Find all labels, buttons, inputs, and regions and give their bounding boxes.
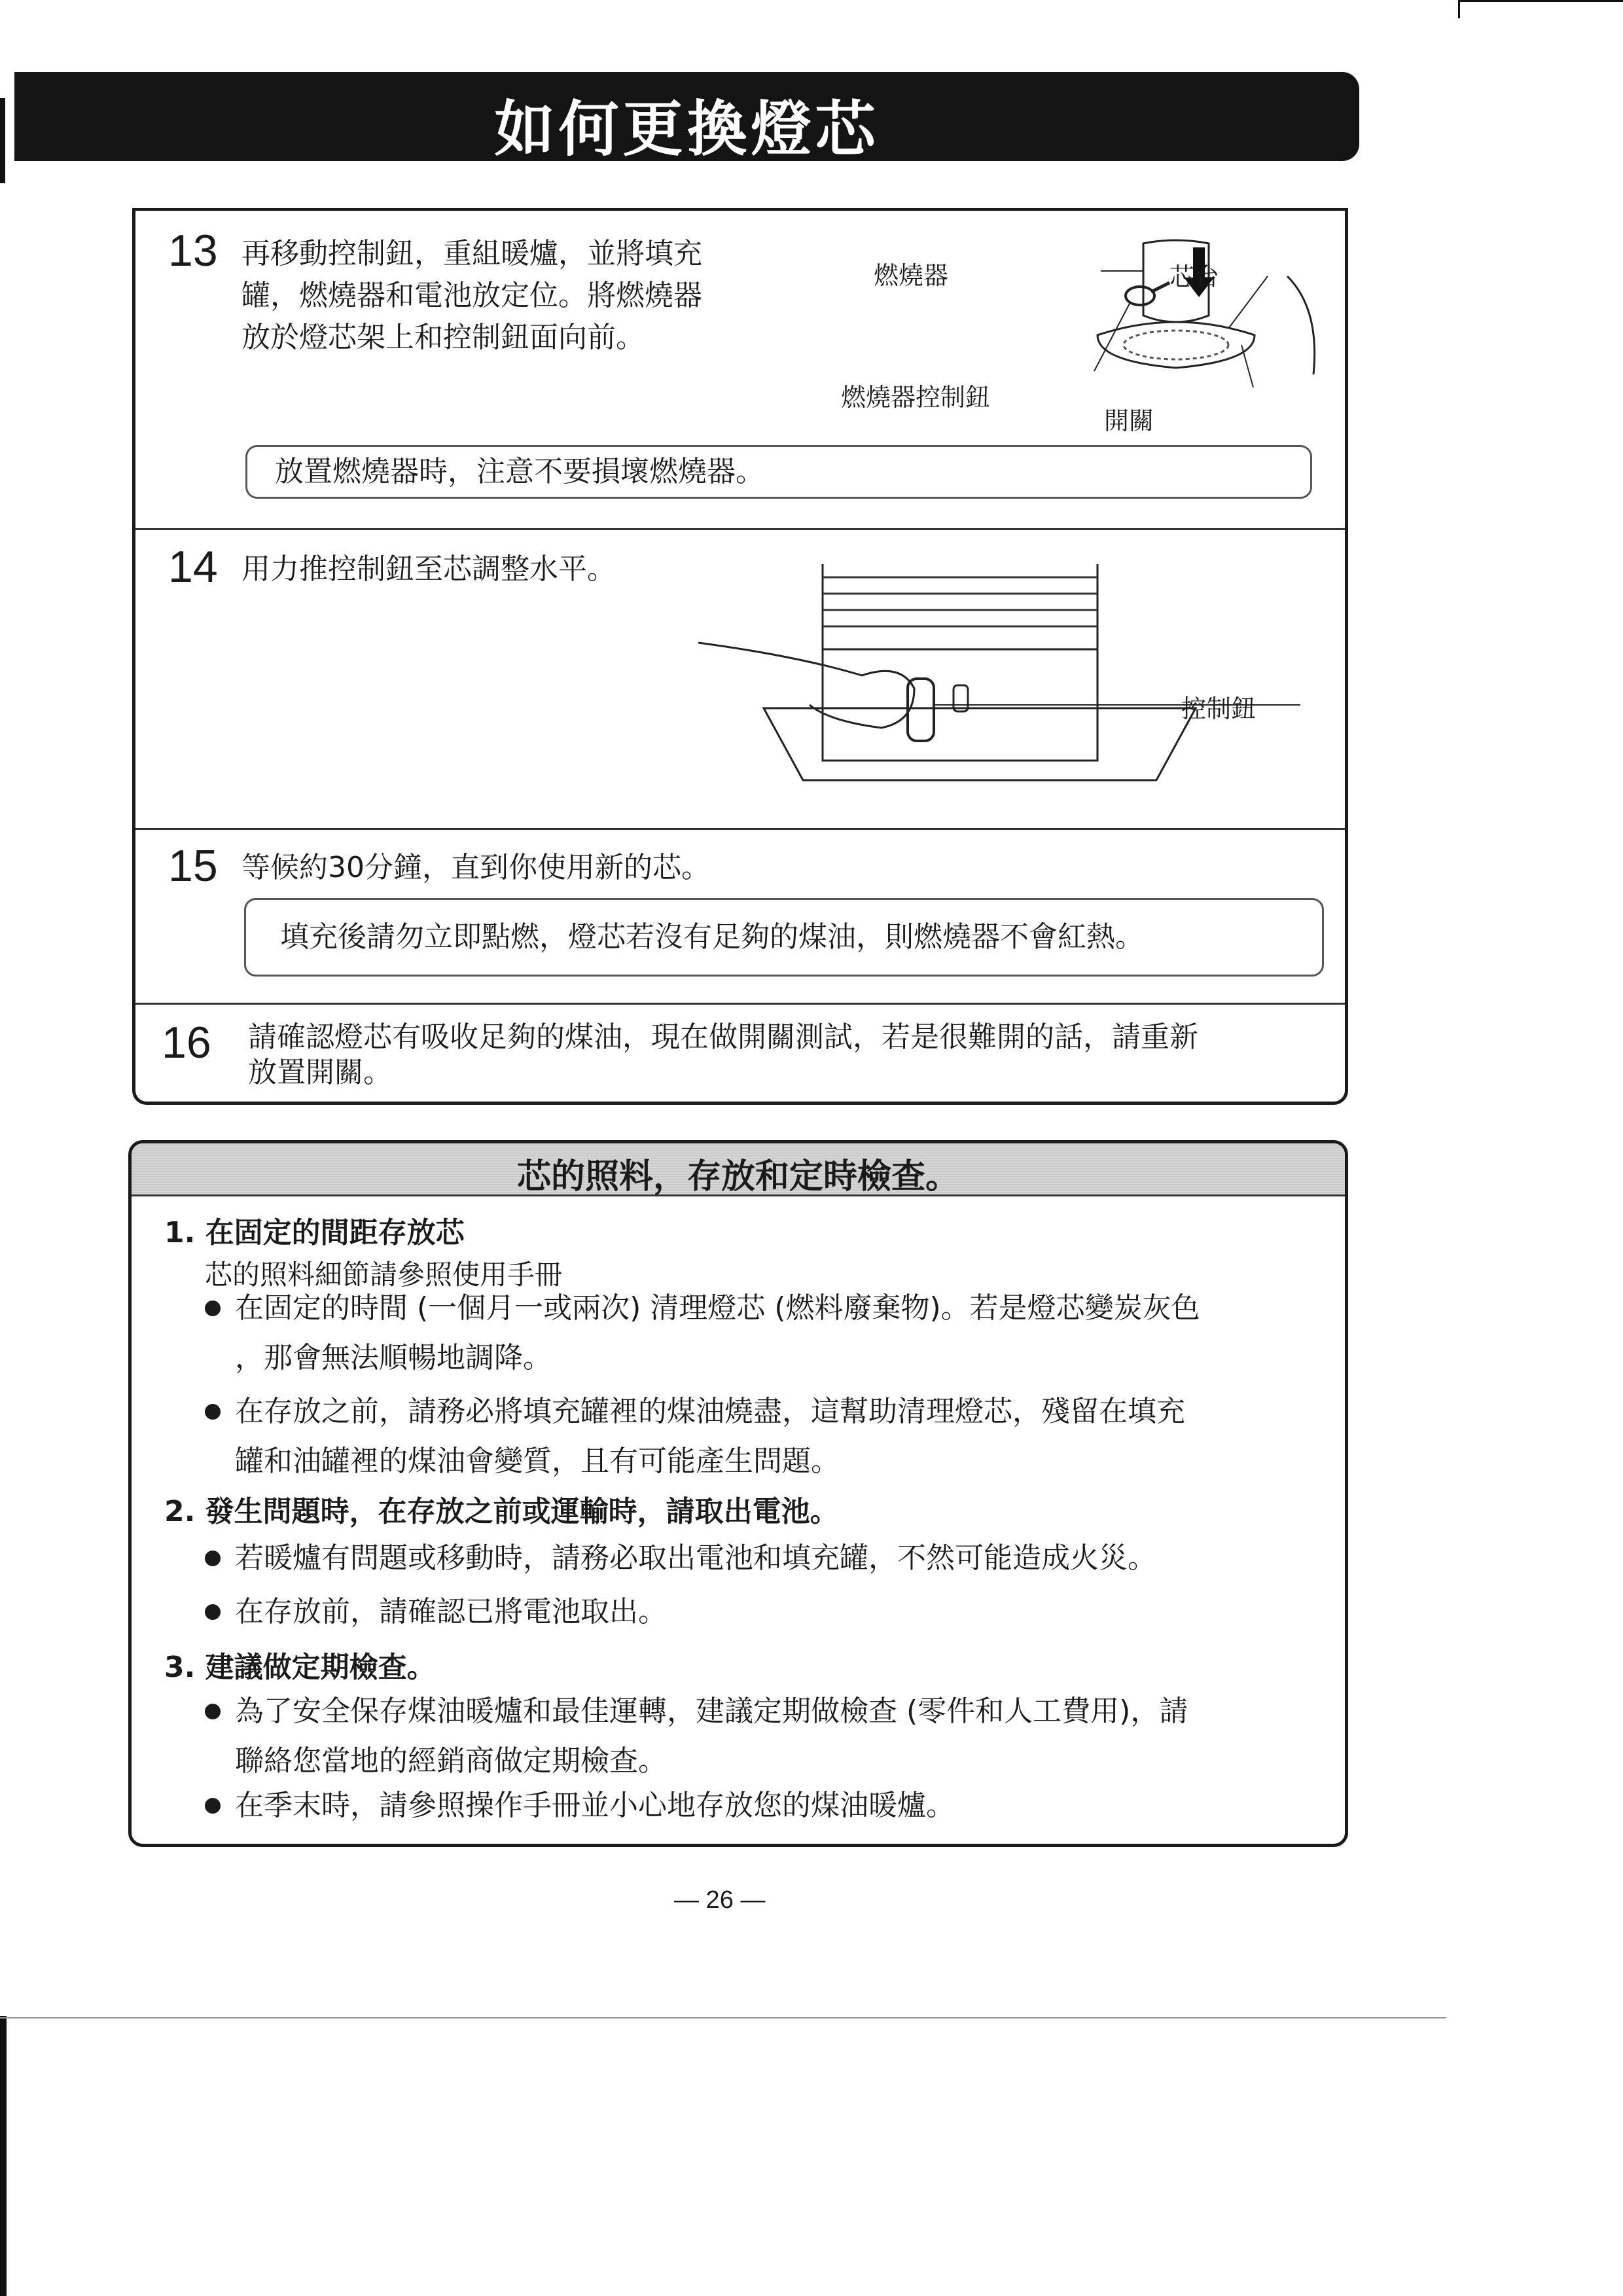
section-1-heading: 1. 在固定的間距存放芯 [164, 1216, 465, 1249]
section-1-bullet-1-line-1: 在固定的時間 (一個月一或兩次) 清理燈芯 (燃料廢棄物)。若是燈芯變炭灰色 [235, 1291, 1200, 1325]
care-box [128, 1140, 1348, 1847]
step-13-line-2: 罐，燃燒器和電池放定位。將燃燒器 [241, 279, 702, 312]
step-15-line-1: 等候約30分鐘，直到你使用新的芯。 [241, 851, 710, 884]
section-2-heading: 2. 發生問題時，在存放之前或運輸時，請取出電池。 [164, 1495, 839, 1528]
step-divider-2 [135, 828, 1345, 830]
bullet-dot [205, 1604, 221, 1620]
scan-edge-bottom [0, 2017, 1446, 2018]
label-control-knob: 控制鈕 [1181, 694, 1257, 723]
burner-cable [1287, 276, 1315, 374]
scan-edge-left-bottom [0, 2016, 7, 2296]
section-2-bullet-2: 在存放前，請確認已將電池取出。 [235, 1595, 667, 1628]
burner-illustration [980, 230, 1346, 427]
leader-knob [1094, 302, 1130, 371]
care-header [132, 1143, 1345, 1196]
page-number: — 26 — [674, 1886, 766, 1914]
step-15-number: 15 [168, 841, 218, 891]
section-3-heading: 3. 建議做定期檢查。 [164, 1651, 436, 1684]
label-burner-knob: 燃燒器控制鈕 [841, 383, 991, 412]
step-divider-3 [135, 1003, 1345, 1005]
label-burner: 燃燒器 [874, 261, 949, 290]
page-title: 如何更換燈芯 [494, 94, 880, 164]
hand-arm [698, 643, 914, 728]
step-14-line-1: 用力推控制鈕至芯調整水平。 [241, 552, 616, 586]
section-3-bullet-1-line-1: 為了安全保存煤油暖爐和最佳運轉，建議定期做檢查 (零件和人工費用)，請 [235, 1695, 1188, 1728]
leader-wick-base [1228, 276, 1268, 329]
knob-stem [1151, 283, 1169, 292]
step-13-line-1: 再移動控制鈕，重組暖爐，並將填充 [241, 237, 702, 270]
section-1-bullet-1-line-2: ，那會無法順暢地調降。 [235, 1341, 552, 1374]
step-13-note [245, 445, 1312, 499]
title-banner [14, 72, 1359, 164]
leader-switch [1241, 345, 1253, 387]
step-16-line-2: 放置開關。 [248, 1056, 392, 1089]
bullet-dot [205, 1300, 221, 1316]
section-1-sub: 芯的照料細節請參照使用手冊 [205, 1259, 563, 1291]
label-wick-base: 芯台 [1169, 262, 1220, 291]
section-1-bullet-2-line-2: 罐和油罐裡的煤油會變質，且有可能產生問題。 [235, 1444, 840, 1478]
step-13-note-text: 放置燃燒器時，注意不要損壞燃燒器。 [275, 455, 764, 488]
step-15-note-text: 填充後請勿立即點燃，燈芯若沒有足夠的煤油，則燃燒器不會紅熱。 [280, 920, 1144, 954]
step-divider-1 [135, 528, 1345, 530]
step-13-number: 13 [168, 226, 218, 276]
bullet-dot [205, 1551, 221, 1566]
bullet-dot [205, 1704, 221, 1719]
step-13-line-3: 放於燈芯架上和控制鈕面向前。 [241, 321, 645, 354]
scan-edge-right [1458, 0, 1460, 18]
scan-edge-top-right [1459, 0, 1623, 2]
section-3-bullet-2: 在季末時，請參照操作手冊並小心地存放您的煤油暖爐。 [235, 1789, 955, 1822]
section-3-bullet-1-line-2: 聯絡您當地的經銷商做定期檢查。 [235, 1744, 667, 1778]
control-knob-slot [908, 679, 934, 741]
section-2-bullet-1: 若暖爐有問題或移動時，請務必取出電池和填充罐，不然可能造成火災。 [235, 1541, 1156, 1575]
steps-box [132, 208, 1348, 1105]
step-14-number: 14 [168, 542, 218, 592]
scan-edge-left-top [0, 98, 5, 183]
care-title: 芯的照料，存放和定時檢查。 [516, 1157, 959, 1196]
burner-mount [1097, 322, 1255, 368]
heater-grille [823, 577, 1097, 626]
label-switch: 開關 [1104, 406, 1154, 435]
bullet-dot [205, 1798, 221, 1814]
heater-base [764, 708, 1196, 780]
step-15-note [244, 898, 1324, 977]
section-1-bullet-2-line-1: 在存放之前，請務必將填充罐裡的煤油燒盡，這幫助清理燈芯，殘留在填充 [235, 1395, 1185, 1428]
step-16-number: 16 [162, 1018, 211, 1067]
bullet-dot [205, 1404, 221, 1420]
wick-ring [1124, 331, 1228, 359]
step-16-line-1: 請確認燈芯有吸收足夠的煤油，現在做開關測試，若是很難開的話，請重新 [248, 1020, 1198, 1054]
